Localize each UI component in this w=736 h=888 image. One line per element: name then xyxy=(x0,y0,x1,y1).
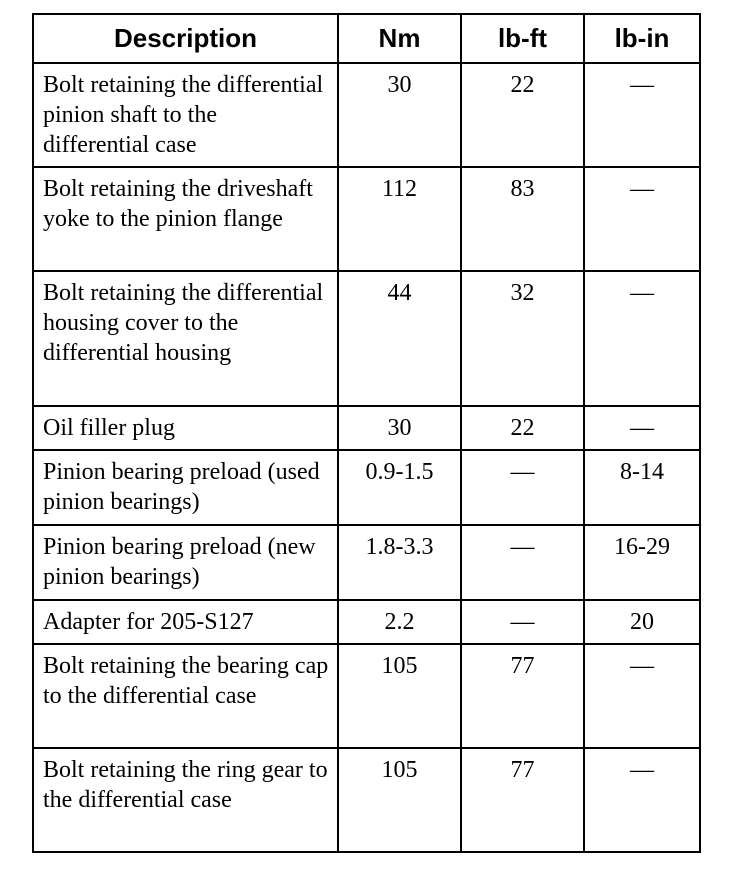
cell-description: Oil filler plug xyxy=(33,406,338,450)
header-row xyxy=(33,14,700,63)
table-row xyxy=(33,63,700,167)
cell-description: Bolt retaining the bearing cap to the differential case xyxy=(33,644,338,748)
cell-lb-ft: 77 xyxy=(461,644,584,748)
torque-spec-table xyxy=(32,13,701,853)
cell-lb-ft: 22 xyxy=(461,406,584,450)
cell-description: Pinion bearing preload (new pinion bearings) xyxy=(33,525,338,600)
cell-lb-ft: 22 xyxy=(461,63,584,167)
cell-description: Adapter for 205-S127 xyxy=(33,600,338,644)
header-lb-ft: lb-ft xyxy=(461,14,584,63)
cell-lb-in: — xyxy=(584,63,700,167)
cell-lb-ft: — xyxy=(461,450,584,525)
table-row xyxy=(33,271,700,406)
table-row xyxy=(33,167,700,271)
cell-lb-in: 8-14 xyxy=(584,450,700,525)
cell-nm: 30 xyxy=(338,406,461,450)
header-description: Description xyxy=(33,14,338,63)
cell-nm: 30 xyxy=(338,63,461,167)
cell-lb-in: — xyxy=(584,271,700,406)
cell-nm: 105 xyxy=(338,644,461,748)
cell-nm: 0.9-1.5 xyxy=(338,450,461,525)
header-nm: Nm xyxy=(338,14,461,63)
cell-lb-ft: — xyxy=(461,600,584,644)
table-row xyxy=(33,644,700,748)
cell-nm: 44 xyxy=(338,271,461,406)
table-row xyxy=(33,600,700,644)
cell-lb-ft: 32 xyxy=(461,271,584,406)
table-row xyxy=(33,748,700,852)
cell-nm: 105 xyxy=(338,748,461,852)
cell-lb-in: 16-29 xyxy=(584,525,700,600)
cell-description: Bolt retaining the differential pinion shaft to the differential case xyxy=(33,63,338,167)
cell-description: Pinion bearing preload (used pinion bearings) xyxy=(33,450,338,525)
cell-nm: 112 xyxy=(338,167,461,271)
header-lb-in: lb-in xyxy=(584,14,700,63)
cell-lb-in: — xyxy=(584,406,700,450)
cell-nm: 2.2 xyxy=(338,600,461,644)
cell-lb-in: — xyxy=(584,644,700,748)
cell-description: Bolt retaining the ring gear to the differential case xyxy=(33,748,338,852)
cell-lb-ft: 83 xyxy=(461,167,584,271)
cell-lb-ft: — xyxy=(461,525,584,600)
cell-lb-in: — xyxy=(584,167,700,271)
table-row xyxy=(33,406,700,450)
table-row xyxy=(33,525,700,600)
cell-lb-in: — xyxy=(584,748,700,852)
cell-lb-in: 20 xyxy=(584,600,700,644)
cell-lb-ft: 77 xyxy=(461,748,584,852)
cell-description: Bolt retaining the driveshaft yoke to the pinion flange xyxy=(33,167,338,271)
cell-nm: 1.8-3.3 xyxy=(338,525,461,600)
cell-description: Bolt retaining the differential housing cover to the differential housing xyxy=(33,271,338,406)
table-row xyxy=(33,450,700,525)
